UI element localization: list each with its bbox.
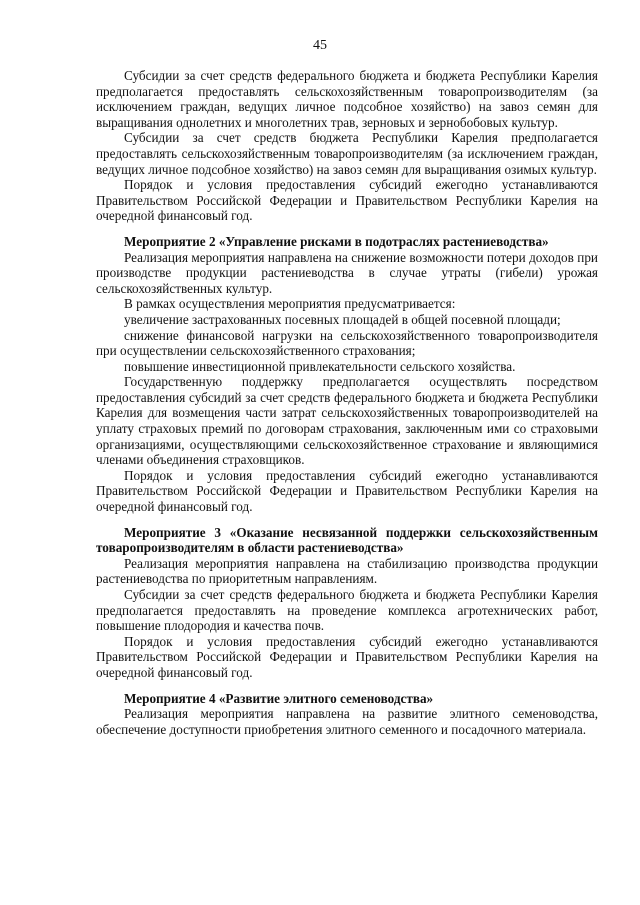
section-heading: Мероприятие 2 «Управление рисками в подотраслях растениеводства» [124,233,549,249]
document-body [96,68,598,737]
section-heading: Мероприятие 4 «Развитие элитного семеноводства» [124,690,434,706]
list-item: снижение финансовой нагрузки на сельскохозяйственного товаропроизводителя при осуществлении сельскохозяйственного страхования; [96,327,598,359]
paragraph: Реализация мероприятия направлена на стабилизацию производства продукции растениеводства по приоритетным направлениям. [96,555,598,587]
paragraph: Порядок и условия предоставления субсидий ежегодно устанавливаются Правительством Российской Федерации и Правительством Республики Карелия на очередной финансовый год. [96,177,598,224]
page-number: 45 [313,38,327,53]
paragraph: В рамках осуществления мероприятия предусматривается: [124,296,456,312]
paragraph: Порядок и условия предоставления субсидий ежегодно устанавливаются Правительством Российской Федерации и Правительством Республики Карелия на очередной финансовый год. [96,467,598,515]
list-item: повышение инвестиционной привлекательности сельского хозяйства. [124,358,516,374]
paragraph: Субсидии за счет средств федерального бюджета и бюджета Республики Карелия предполагается предоставлять сельскохозяйственным товаропроизводителям (за исключением граждан, ведущих личное подсобное хозяйство) на завоз семян для выращивания однолетних и многолетних трав, зерновых и зернобобовых культур. [96,68,598,130]
paragraph: Порядок и условия предоставления субсидий ежегодно устанавливаются Правительством Российской Федерации и Правительством Республики Карелия на очередной финансовый год. [96,633,598,680]
paragraph: Субсидии за счет средств федерального бюджета и бюджета Республики Карелия предполагается предоставлять на проведение комплекса агротехнических работ, повышение плодородия и качества почв. [96,587,598,634]
paragraph: Государственную поддержку предполагается осуществлять посредством предоставления субсидий за счет средств федерального бюджета и бюджета Республики Карелия для возмещения части затрат сельскохозяйственных товаропроизводителей на уплату страховых премий по договорам страхования, заключенным ими со страховыми организациями, осуществляющими сельскохозяйственное страхование и являющимися членами объединения страховщиков. [96,374,598,468]
paragraph: Реализация мероприятия направлена на снижение возможности потери доходов при производстве продукции растениеводства в случае утраты (гибели) урожая сельскохозяйственных культур. [96,249,598,296]
paragraph: Субсидии за счет средств бюджета Республики Карелия предполагается предоставлять сельскохозяйственным товаропроизводителям (за исключением граждан, ведущих личное подсобное хозяйство) на завоз семян для выращивания озимых культур. [96,130,598,177]
section-heading: Мероприятие 3 «Оказание несвязанной поддержки сельскохозяйственным товаропроизводителям в области растениеводства» [96,524,598,556]
list-item: увеличение застрахованных посевных площадей в общей посевной площади; [124,311,561,327]
paragraph: Реализация мероприятия направлена на развитие элитного семеноводства, обеспечение доступности приобретения элитного семенного и посадочного материала. [96,706,598,737]
